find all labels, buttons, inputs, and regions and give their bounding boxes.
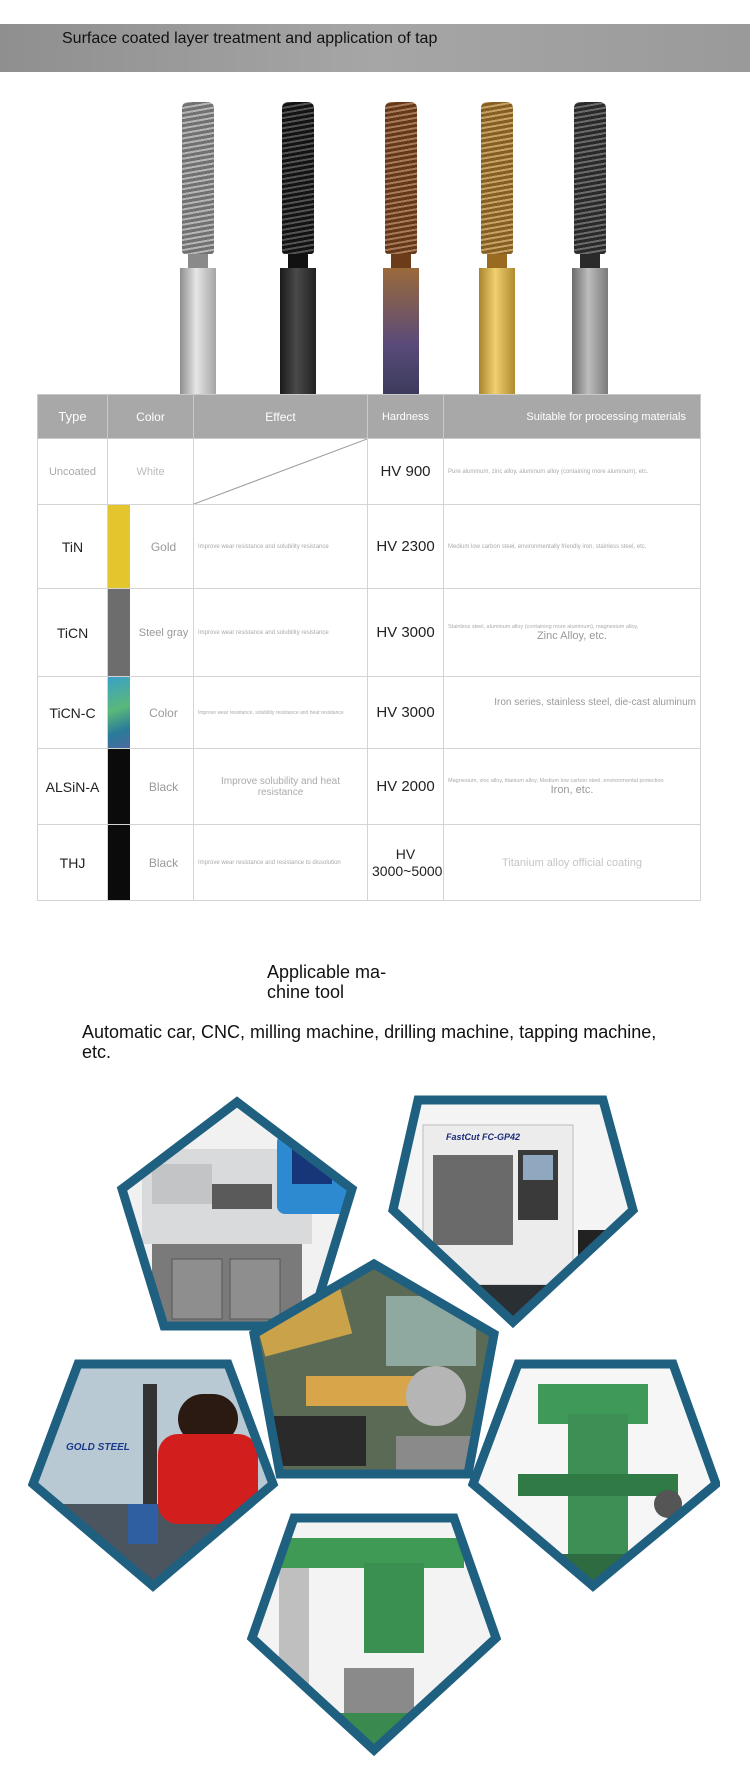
header-type: Type: [38, 395, 108, 439]
effect-cell: Improve wear resistance and solubility resistance: [194, 505, 368, 589]
gallery-item-drilling-machine: [244, 1508, 504, 1758]
materials-main: Iron, etc.: [550, 783, 594, 796]
effect-cell: Improve solubility and heat resistance: [194, 749, 368, 825]
table-row: [38, 677, 701, 749]
effect-cell: Improve wear resistance, solubility resistance and heat resistance: [194, 677, 368, 749]
applicable-machine-heading: Applicable ma- chine tool: [267, 962, 387, 1002]
gallery-item-milling-machine: [468, 1354, 720, 1594]
coating-table: [37, 394, 701, 901]
color-label: Black: [148, 779, 179, 794]
color-swatch: [108, 589, 130, 676]
tapping-closeup-image: [246, 1256, 502, 1482]
tap-bronze: [381, 96, 421, 396]
type-cell: TiCN: [38, 589, 108, 677]
tap-black: [278, 96, 318, 396]
header-effect: Effect: [194, 395, 368, 439]
applicable-machine-list: Automatic car, CNC, milling machine, drilling machine, tapping machine, etc.: [82, 1022, 657, 1062]
color-label: Gold: [150, 539, 177, 554]
hardness-cell: HV 2000: [368, 749, 444, 825]
effect-cell: [194, 439, 368, 505]
color-swatch: [108, 749, 130, 824]
effect-cell: Improve wear resistance and solubility resistance: [194, 589, 368, 677]
materials-cell: [444, 749, 701, 825]
color-swatch: [108, 677, 130, 748]
color-cell: White: [108, 439, 194, 505]
color-cell: [108, 825, 194, 901]
tapping-machine-image: [28, 1354, 280, 1594]
tap-steel-gray: [570, 96, 610, 396]
color-label: Steel gray: [138, 626, 189, 639]
milling-machine-image: [468, 1354, 720, 1594]
materials-cell: Medium low carbon steel, environmentally friendly iron, stainless steel, etc.: [444, 505, 701, 589]
color-cell: [108, 749, 194, 825]
color-cell: [108, 677, 194, 749]
table-row: [38, 439, 701, 505]
table-row: [38, 589, 701, 677]
hardness-cell: HV 2300: [368, 505, 444, 589]
effect-cell: Improve wear resistance and resistance to dissolution: [194, 825, 368, 901]
page-title: Surface coated layer treatment and application of tap: [62, 30, 438, 47]
materials-top: Magnesium, zinc alloy, titanium alloy, Medium low carbon steel, environmental protection: [448, 777, 664, 784]
gallery-item-tapping-machine: [28, 1354, 280, 1594]
table-row: [38, 505, 701, 589]
tap-photo-row: [0, 96, 750, 396]
header-materials: Suitable for processing materials: [444, 395, 701, 439]
hardness-cell: HV 3000: [368, 677, 444, 749]
materials-top: Stainless steel, aluminum alloy (containing more aluminum), magnesium alloy,: [448, 623, 639, 630]
header-hardness: Hardness: [368, 395, 444, 439]
color-swatch: [108, 505, 130, 588]
materials-main: Zinc Alloy, etc.: [536, 629, 608, 642]
drilling-machine-image: [244, 1508, 504, 1758]
type-cell: TiCN-C: [38, 677, 108, 749]
materials-cell: [444, 589, 701, 677]
hardness-cell: HV 900: [368, 439, 444, 505]
materials-cell: Titanium alloy official coating: [444, 825, 701, 901]
materials-cell: Pure aluminum, zinc alloy, aluminum alloy (containing more aluminum), etc.: [444, 439, 701, 505]
tapping-brand-label: GOLD STEEL: [66, 1442, 130, 1453]
table-row: [38, 749, 701, 825]
materials-cell: Iron series, stainless steel, die-cast aluminum: [444, 677, 701, 749]
machine-gallery: [0, 1090, 750, 1767]
cnc-brand-label: FastCut FC-GP42: [446, 1132, 521, 1142]
color-label: Color: [149, 705, 178, 720]
table-row: [38, 825, 701, 901]
tap-uncoated: [178, 96, 218, 396]
type-cell: TiN: [38, 505, 108, 589]
hardness-cell: HV 3000~5000: [368, 825, 444, 901]
color-label: Black: [148, 855, 179, 870]
table-header-row: [38, 395, 701, 439]
color-cell: [108, 589, 194, 677]
header-color: Color: [108, 395, 194, 439]
type-cell: ALSiN-A: [38, 749, 108, 825]
empty-effect-diagonal: [194, 439, 367, 504]
color-swatch: [108, 825, 130, 900]
type-cell: THJ: [38, 825, 108, 901]
gallery-item-tapping-closeup: [246, 1256, 502, 1482]
tap-gold: [477, 96, 517, 396]
type-cell: Uncoated: [38, 439, 108, 505]
color-cell: [108, 505, 194, 589]
hardness-cell: HV 3000: [368, 589, 444, 677]
